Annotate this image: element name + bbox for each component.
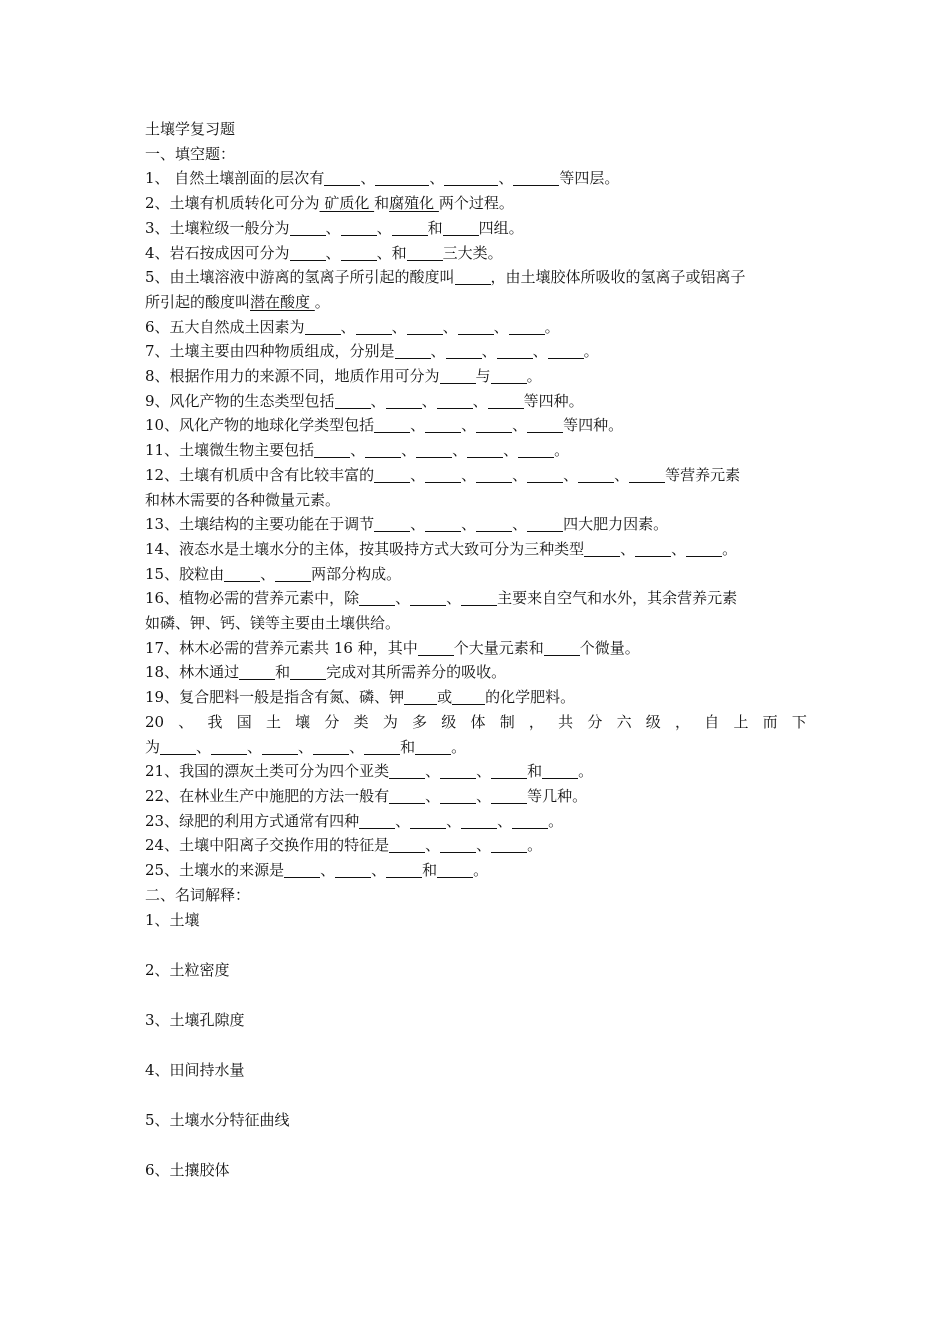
blank[interactable] — [341, 244, 377, 261]
blank[interactable] — [443, 219, 479, 236]
blank[interactable] — [375, 169, 429, 186]
blank[interactable] — [437, 392, 473, 409]
question-10: 10、风化产物的地球化学类型包括 、 、 、 等四种。 — [145, 416, 624, 435]
blank[interactable] — [491, 787, 527, 804]
blank[interactable] — [452, 688, 485, 705]
question-17: 17、林木必需的营养元素共 16 种，其中 个大量元素和 个微量。 — [145, 638, 640, 657]
answer-space — [145, 982, 807, 1007]
question-21: 21、我国的漂灰土类可分为四个亚类 、 、 和 。 — [145, 762, 594, 781]
blank[interactable] — [518, 441, 554, 458]
blank[interactable] — [418, 639, 454, 656]
blank[interactable] — [509, 318, 545, 335]
blank[interactable] — [211, 738, 247, 755]
question-16-cont: 如磷、钾、钙、镁等主要由土壤供给。 — [145, 614, 401, 633]
question-9: 9、风化产物的生态类型包括 、 、 、 等四种。 — [145, 391, 584, 410]
blank[interactable] — [374, 416, 410, 433]
question-11: 11、土壤微生物主要包括 、 、 、 、 。 — [145, 441, 570, 460]
blank[interactable] — [389, 836, 425, 853]
term-item: 5、土壤水分特征曲线 — [145, 1110, 290, 1129]
blank[interactable] — [437, 861, 473, 878]
question-14: 14、液态水是土壤水分的主体，按其吸持方式大致可分为三种类型 、 、 。 — [145, 539, 738, 558]
blank[interactable] — [476, 515, 512, 532]
blank[interactable] — [497, 342, 533, 359]
question-22: 22、在林业生产中施肥的方法一般有 、 、 等几种。 — [145, 786, 588, 805]
document-page — [145, 117, 807, 1182]
blank[interactable] — [262, 738, 298, 755]
answer-filled: 矿质化 — [319, 194, 375, 213]
blank[interactable] — [491, 762, 527, 779]
blank[interactable] — [341, 219, 377, 236]
blank[interactable] — [410, 812, 446, 829]
blank[interactable] — [476, 416, 512, 433]
blank[interactable] — [356, 318, 392, 335]
blank[interactable] — [415, 738, 451, 755]
blank[interactable] — [359, 589, 395, 606]
blank[interactable] — [440, 762, 476, 779]
blank[interactable] — [491, 367, 527, 384]
blank[interactable] — [461, 812, 497, 829]
blank[interactable] — [364, 738, 400, 755]
blank[interactable] — [458, 318, 494, 335]
blank[interactable] — [359, 812, 395, 829]
blank[interactable] — [513, 169, 559, 186]
question-24: 24、土壤中阳离子交换作用的特征是 、 、 。 — [145, 836, 543, 855]
question-25: 25、土壤水的来源是 、 、 和 。 — [145, 861, 489, 880]
blank[interactable] — [425, 466, 461, 483]
section-terms-heading: 二、名词解释： — [145, 885, 251, 904]
answer-filled: 潜在酸度 — [250, 292, 315, 311]
blank[interactable] — [444, 169, 498, 186]
blank[interactable] — [386, 861, 422, 878]
blank[interactable] — [440, 787, 476, 804]
blank[interactable] — [584, 540, 620, 557]
blank[interactable] — [440, 836, 476, 853]
blank[interactable] — [392, 219, 428, 236]
question-12-cont: 和林木需要的各种微量元素。 — [145, 490, 341, 509]
blank[interactable] — [374, 515, 410, 532]
question-12: 12、土壤有机质中含有比较丰富的 、 、 、 、 、 等营养元素 — [145, 465, 741, 484]
blank[interactable] — [416, 441, 452, 458]
blank[interactable] — [527, 466, 563, 483]
question-2: 2、土壤有机质转化可分为 矿质化 和腐殖化 两个过程。 — [145, 194, 514, 213]
answer-filled: 腐殖化 — [389, 194, 439, 213]
question-3: 3、土壤粒级一般分为 、 、 和 四组。 — [145, 218, 524, 237]
blank[interactable] — [365, 441, 401, 458]
blank[interactable] — [425, 515, 461, 532]
blank[interactable] — [467, 441, 503, 458]
document-title: 土壤学复习题 — [145, 120, 236, 138]
blank[interactable] — [488, 392, 524, 409]
blank[interactable] — [544, 639, 580, 656]
term-item: 2、土粒密度 — [145, 960, 230, 979]
question-15: 15、胶粒由 、 两部分构成。 — [145, 564, 402, 583]
blank[interactable] — [389, 787, 425, 804]
blank[interactable] — [335, 861, 371, 878]
blank[interactable] — [290, 244, 326, 261]
question-4: 4、岩石按成因可分为 、 、和 三大类。 — [145, 243, 503, 262]
blank[interactable] — [239, 663, 275, 680]
blank[interactable] — [290, 663, 326, 680]
question-19: 19、复合肥料一般是指含有氮、磷、钾 或 的化学肥料。 — [145, 688, 576, 707]
question-5: 5、由土壤溶液中游离的氢离子所引起的酸度叫 ，由土壤胶体所吸收的氢离子或铝离子 — [145, 268, 746, 287]
blank[interactable] — [548, 342, 584, 359]
answer-space — [145, 932, 807, 957]
question-18: 18、林木通过 和 完成对其所需养分的吸收。 — [145, 663, 507, 682]
question-1: 1、 自然土壤剖面的层次有 、 、 、 等四层。 — [145, 169, 620, 188]
term-item: 4、田间持水量 — [145, 1060, 245, 1079]
answer-space — [145, 1132, 807, 1157]
blank[interactable] — [629, 466, 665, 483]
blank[interactable] — [446, 342, 482, 359]
blank[interactable] — [578, 466, 614, 483]
blank[interactable] — [440, 367, 476, 384]
term-item: 3、土壤孔隙度 — [145, 1010, 245, 1029]
answer-space — [145, 1032, 807, 1057]
blank[interactable] — [275, 565, 311, 582]
question-23: 23、绿肥的利用方式通常有四种 、 、 、 。 — [145, 811, 564, 830]
blank[interactable] — [461, 589, 497, 606]
blank[interactable] — [389, 762, 425, 779]
blank[interactable] — [224, 565, 260, 582]
blank[interactable] — [395, 342, 431, 359]
question-20-cont: 为 、 、 、 、 和 。 — [145, 737, 467, 756]
blank[interactable] — [686, 540, 722, 557]
blank[interactable] — [476, 466, 512, 483]
question-6: 6、五大自然成土因素为 、 、 、 、 。 — [145, 317, 560, 336]
blank[interactable] — [313, 738, 349, 755]
blank[interactable] — [455, 268, 491, 285]
blank[interactable] — [314, 441, 350, 458]
blank[interactable] — [491, 836, 527, 853]
term-item: 6、土攘胶体 — [145, 1160, 230, 1179]
blank[interactable] — [512, 812, 548, 829]
blank[interactable] — [635, 540, 671, 557]
blank[interactable] — [374, 466, 410, 483]
blank[interactable] — [386, 392, 422, 409]
question-20: 20 、 我 国 土 壤 分 类 为 多 级 体 制 ， 共 分 六 级 ， 自 上 而 下 — [145, 712, 807, 731]
blank[interactable] — [425, 416, 461, 433]
blank[interactable] — [305, 318, 341, 335]
blank[interactable] — [324, 169, 360, 186]
blank[interactable] — [407, 244, 443, 261]
question-7: 7、土壤主要由四种物质组成，分别是 、 、 、 。 — [145, 342, 599, 361]
question-13: 13、土壤结构的主要功能在于调节 、 、 、 四大肥力因素。 — [145, 515, 669, 534]
blank[interactable] — [404, 688, 437, 705]
blank[interactable] — [527, 515, 563, 532]
blank[interactable] — [542, 762, 578, 779]
question-5-cont: 所引起的酸度叫潜在酸度 。 — [145, 292, 330, 311]
blank[interactable] — [290, 219, 326, 236]
question-16: 16、植物必需的营养元素中，除 、 、 主要来自空气和水外，其余营养元素 — [145, 589, 738, 608]
section-fill-in-heading: 一、填空题： — [145, 144, 236, 163]
blank[interactable] — [527, 416, 563, 433]
blank[interactable] — [284, 861, 320, 878]
answer-space — [145, 1082, 807, 1107]
question-8: 8、根据作用力的来源不同，地质作用可分为 与 。 — [145, 367, 542, 386]
blank[interactable] — [407, 318, 443, 335]
blank[interactable] — [335, 392, 371, 409]
blank[interactable] — [160, 738, 196, 755]
term-item: 1、土壤 — [145, 910, 200, 929]
blank[interactable] — [410, 589, 446, 606]
